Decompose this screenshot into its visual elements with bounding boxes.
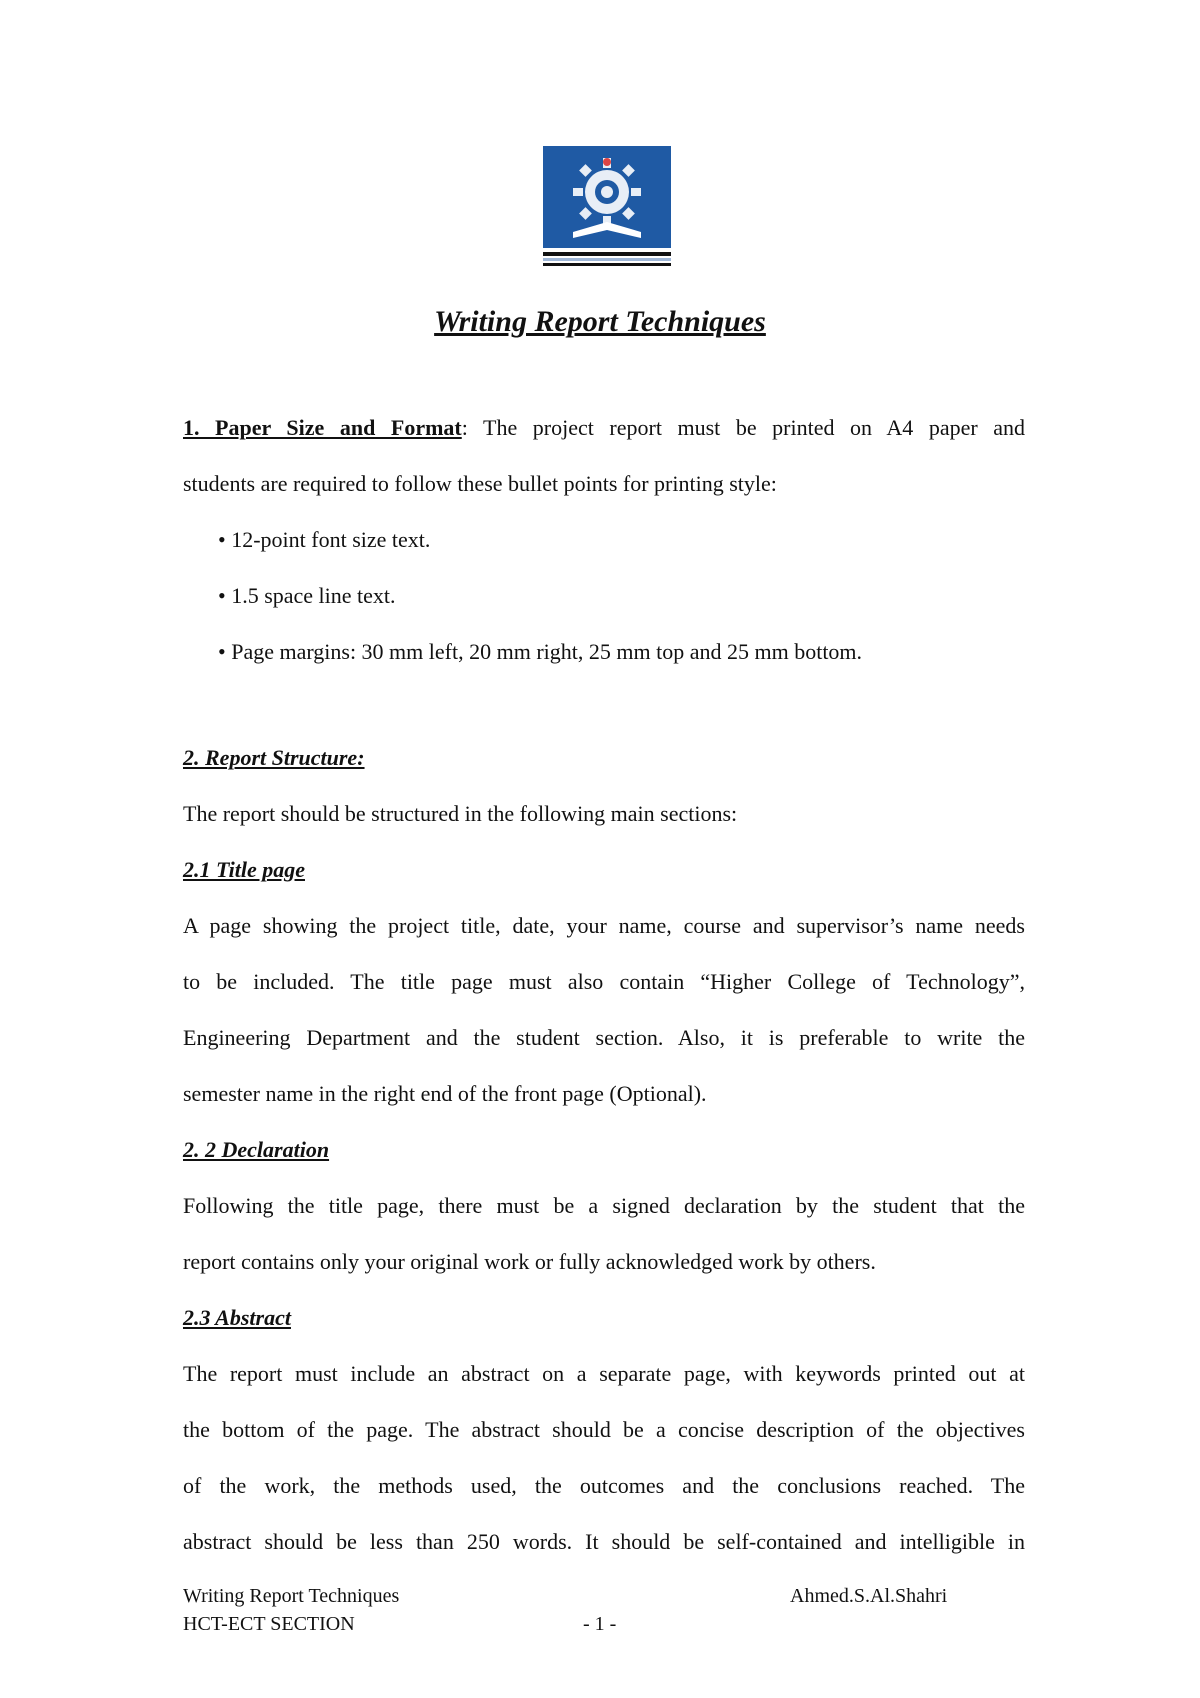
footer-document-title: Writing Report Techniques (183, 1585, 400, 1607)
logo-rule (543, 263, 671, 266)
subsection-heading-abstract: 2.3 Abstract (183, 1305, 291, 1330)
paragraph-line: A page showing the project title, date, your name, course and supervisor’s name needs (183, 913, 1025, 938)
page-title: Writing Report Techniques (434, 305, 766, 338)
section1-intro-text: : The project report must be printed on A4 paper and (461, 415, 1026, 440)
paragraph-line: Engineering Department and the student section. Also, it is preferable to write the (183, 1025, 1025, 1050)
college-gear-book-logo-icon (543, 146, 671, 248)
section1-intro-line1 (183, 400, 1025, 456)
subsection-heading-declaration: 2. 2 Declaration (183, 1137, 330, 1162)
footer-author: Ahmed.S.Al.Shahri (790, 1585, 948, 1607)
paragraph-line: of the work, the methods used, the outcomes and the conclusions reached. The (183, 1473, 1025, 1498)
footer-page-number: - 1 - (583, 1613, 617, 1635)
document-body (183, 400, 1025, 1570)
subsection-heading-title-page: 2.1 Title page (183, 857, 305, 882)
footer-row (183, 1610, 983, 1638)
section2-heading: 2. Report Structure: (183, 745, 365, 770)
logo-rule (543, 252, 671, 256)
bullet-item: • Page margins: 30 mm left, 20 mm right, 25 mm top and 25 mm bottom. (218, 639, 863, 664)
paragraph-line: to be included. The title page must also contain “Higher College of Technology”, (183, 969, 1025, 994)
section2-intro: The report should be structured in the following main sections: (183, 801, 738, 826)
section1-heading: 1. Paper Size and Format (183, 415, 462, 440)
section-gap (183, 680, 1025, 730)
paragraph-line: the bottom of the page. The abstract should be a concise description of the objectives (183, 1417, 1025, 1442)
bullet-item: • 12-point font size text. (218, 527, 431, 552)
paragraph-line: The report must include an abstract on a separate page, with keywords printed out at (183, 1361, 1025, 1386)
paragraph-line: report contains only your original work or fully acknowledged work by others. (183, 1249, 876, 1274)
college-logo (543, 146, 671, 266)
logo-rule (543, 258, 671, 261)
footer-row (183, 1582, 983, 1610)
bullet-item: • 1.5 space line text. (218, 583, 396, 608)
footer-section: HCT-ECT SECTION (183, 1613, 355, 1635)
paragraph-line: Following the title page, there must be a signed declaration by the student that the (183, 1193, 1025, 1218)
page-footer (183, 1582, 983, 1638)
paragraph-line: semester name in the right end of the front page (Optional). (183, 1081, 707, 1106)
paragraph-line: abstract should be less than 250 words. It should be self-contained and intelligible in (183, 1529, 1025, 1554)
section1-intro-line2: students are required to follow these bullet points for printing style: (183, 471, 777, 496)
